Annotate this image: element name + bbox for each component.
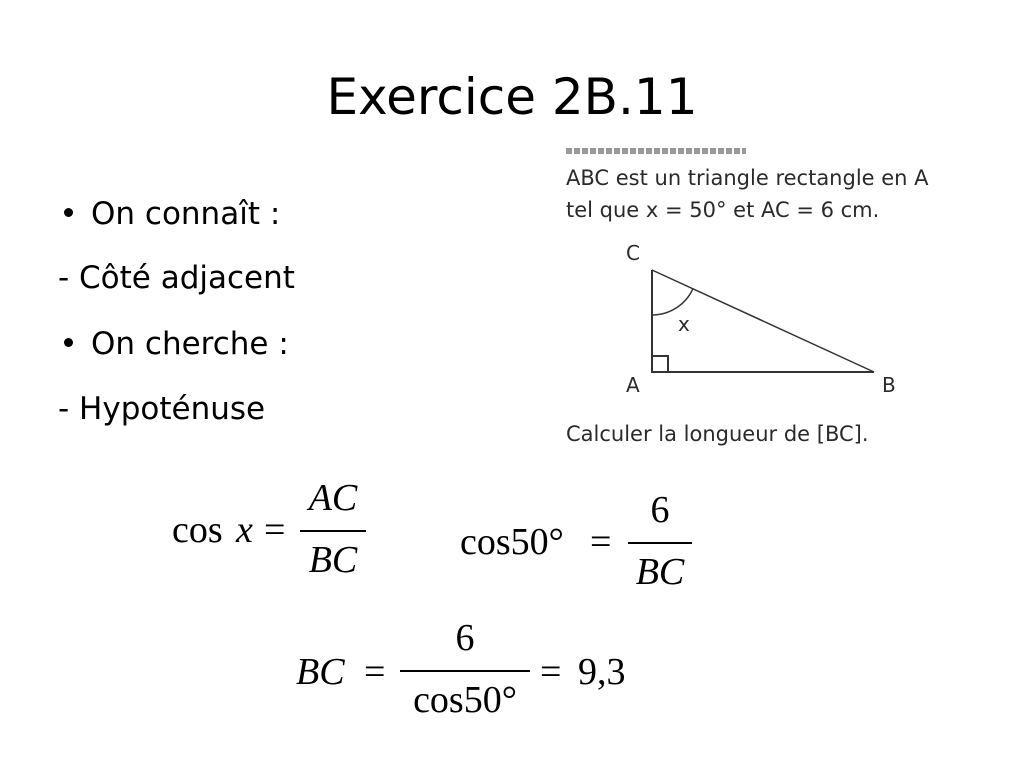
formula-bc-result [296, 612, 656, 732]
sought-value: - Hypoténuse [58, 391, 266, 427]
question-text: Calculer la longueur de [BC]. [566, 422, 869, 446]
angle-x-label: x [678, 312, 690, 336]
bullet-item-known [58, 198, 280, 230]
bc-lhs: BC [296, 651, 345, 693]
fraction-bar [628, 542, 692, 544]
slide-title: Exercice 2B.11 [326, 68, 698, 126]
denominator-cos50: cos50° [413, 679, 517, 721]
known-value: - Côté adjacent [58, 260, 295, 296]
formula-cos-x [172, 470, 382, 590]
vertex-c-label: C [626, 241, 640, 265]
bullet-icon [64, 338, 73, 347]
result-value: 9,3 [578, 651, 626, 693]
numerator-ac: AC [308, 477, 358, 519]
variable-x: x [236, 509, 253, 551]
right-angle-marker [652, 356, 668, 372]
denominator-bc: BC [635, 551, 685, 593]
fraction-bar [400, 670, 530, 672]
equals-sign-2: = [540, 651, 562, 693]
vertex-a-label: A [626, 373, 640, 397]
formula-cos-50 [460, 480, 700, 600]
equals-sign: = [590, 521, 612, 563]
numerator-6: 6 [455, 617, 475, 659]
equals-sign: = [264, 509, 286, 551]
denominator-bc: BC [308, 539, 358, 581]
exercise-figure [556, 150, 996, 452]
fraction-bar [300, 530, 366, 532]
numerator-6: 6 [650, 489, 670, 531]
cos50-lhs: cos50° [460, 521, 564, 563]
cos-function: cos [172, 509, 223, 551]
sought-label: On cherche : [91, 326, 289, 362]
bullet-icon [64, 208, 73, 217]
statement-line-1: ABC est un triangle rectangle en A [566, 166, 929, 190]
statement-line-2: tel que x = 50° et AC = 6 cm. [566, 198, 880, 222]
equals-sign-1: = [364, 651, 386, 693]
bullet-item-sought [58, 328, 289, 360]
known-label: On connaît : [91, 196, 281, 232]
vertex-b-label: B [882, 373, 896, 397]
triangle-diagram [556, 150, 996, 420]
